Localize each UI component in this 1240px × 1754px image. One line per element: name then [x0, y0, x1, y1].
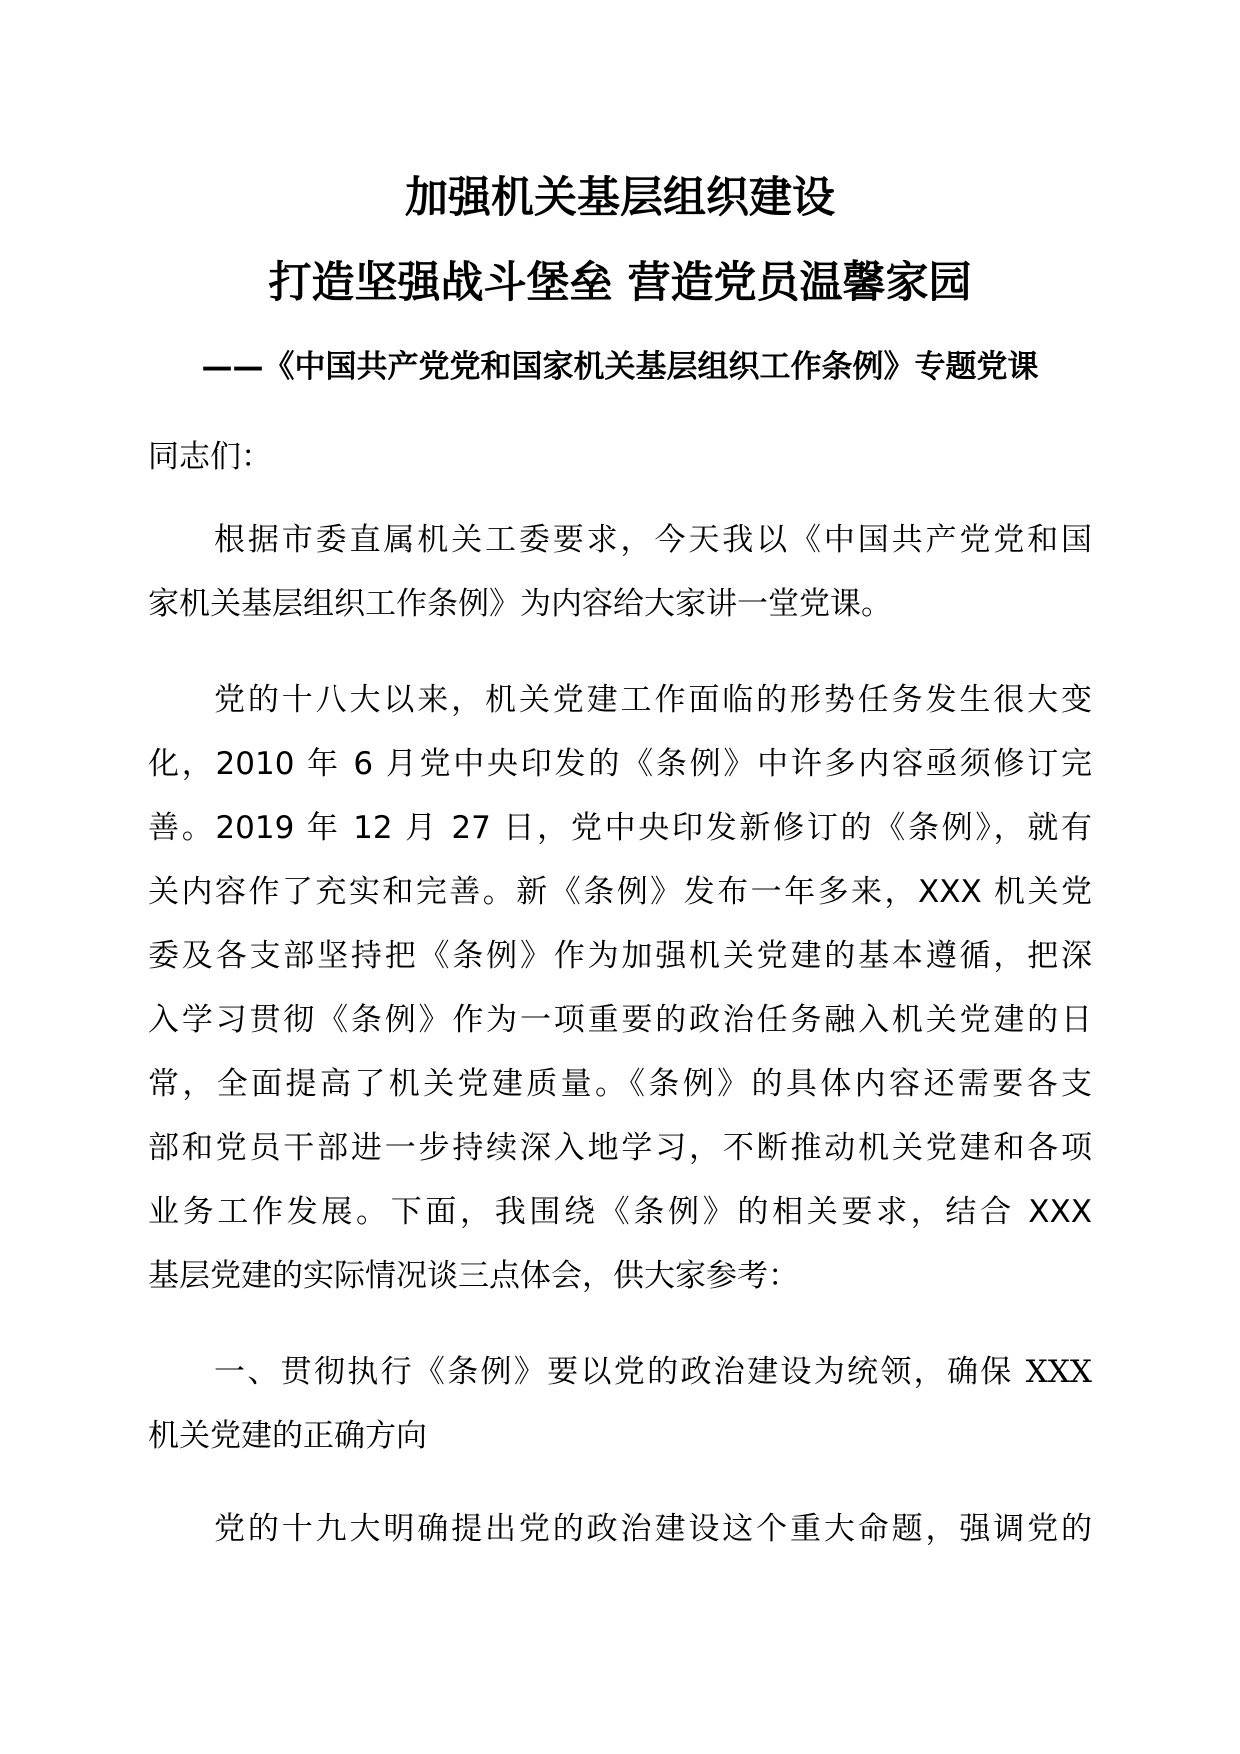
paragraph-line: 善。2019 年 12 月 27 日，党中央印发新修订的《条例》，就有 [148, 810, 1092, 846]
paragraph-line: 关内容作了充实和完善。新《条例》发布一年多来，XXX 机关党 [148, 874, 1092, 910]
paragraph-line: 化，2010 年 6 月党中央印发的《条例》中许多内容亟须修订完 [148, 746, 1092, 782]
paragraph-line: 党的十九大明确提出党的政治建设这个重大命题，强调党的 [214, 1511, 1092, 1547]
greeting-line: 同志们： [148, 439, 272, 475]
heading-line: 机关党建的正确方向 [148, 1418, 427, 1454]
paragraph-line: 部和党员干部进一步持续深入地学习，不断推动机关党建和各项 [148, 1130, 1092, 1166]
paragraph-line: 业务工作发展。下面，我围绕《条例》的相关要求，结合 XXX [148, 1194, 1092, 1230]
paragraph-line: 入学习贯彻《条例》作为一项重要的政治任务融入机关党建的日 [148, 1002, 1092, 1038]
document-subtitle: ——《中国共产党党和国家机关基层组织工作条例》专题党课 [201, 349, 1039, 385]
paragraph-line: 根据市委直属机关工委要求，今天我以《中国共产党党和国 [214, 522, 1092, 558]
greeting [148, 425, 1092, 489]
paragraph-2 [148, 668, 1092, 1308]
paragraph-line: 党的十八大以来，机关党建工作面临的形势任务发生很大变 [214, 682, 1092, 718]
heading-line: 一、贯彻执行《条例》要以党的政治建设为统领，确保 XXX [214, 1354, 1092, 1390]
paragraph-line: 委及各支部坚持把《条例》作为加强机关党建的基本遵循，把深 [148, 938, 1092, 974]
document-title-line-1: 加强机关基层组织建设 [405, 173, 835, 223]
paragraph-line: 家机关基层组织工作条例》为内容给大家讲一堂党课。 [148, 586, 892, 622]
paragraph-1 [148, 508, 1092, 636]
paragraph-3 [148, 1497, 1092, 1561]
document-title-line-2: 打造坚强战斗堡垒 营造党员温馨家园 [268, 258, 972, 308]
paragraph-line: 基层党建的实际情况谈三点体会，供大家参考： [148, 1258, 799, 1294]
section-heading-1 [148, 1340, 1092, 1468]
paragraph-line: 常，全面提高了机关党建质量。《条例》的具体内容还需要各支 [148, 1066, 1092, 1102]
